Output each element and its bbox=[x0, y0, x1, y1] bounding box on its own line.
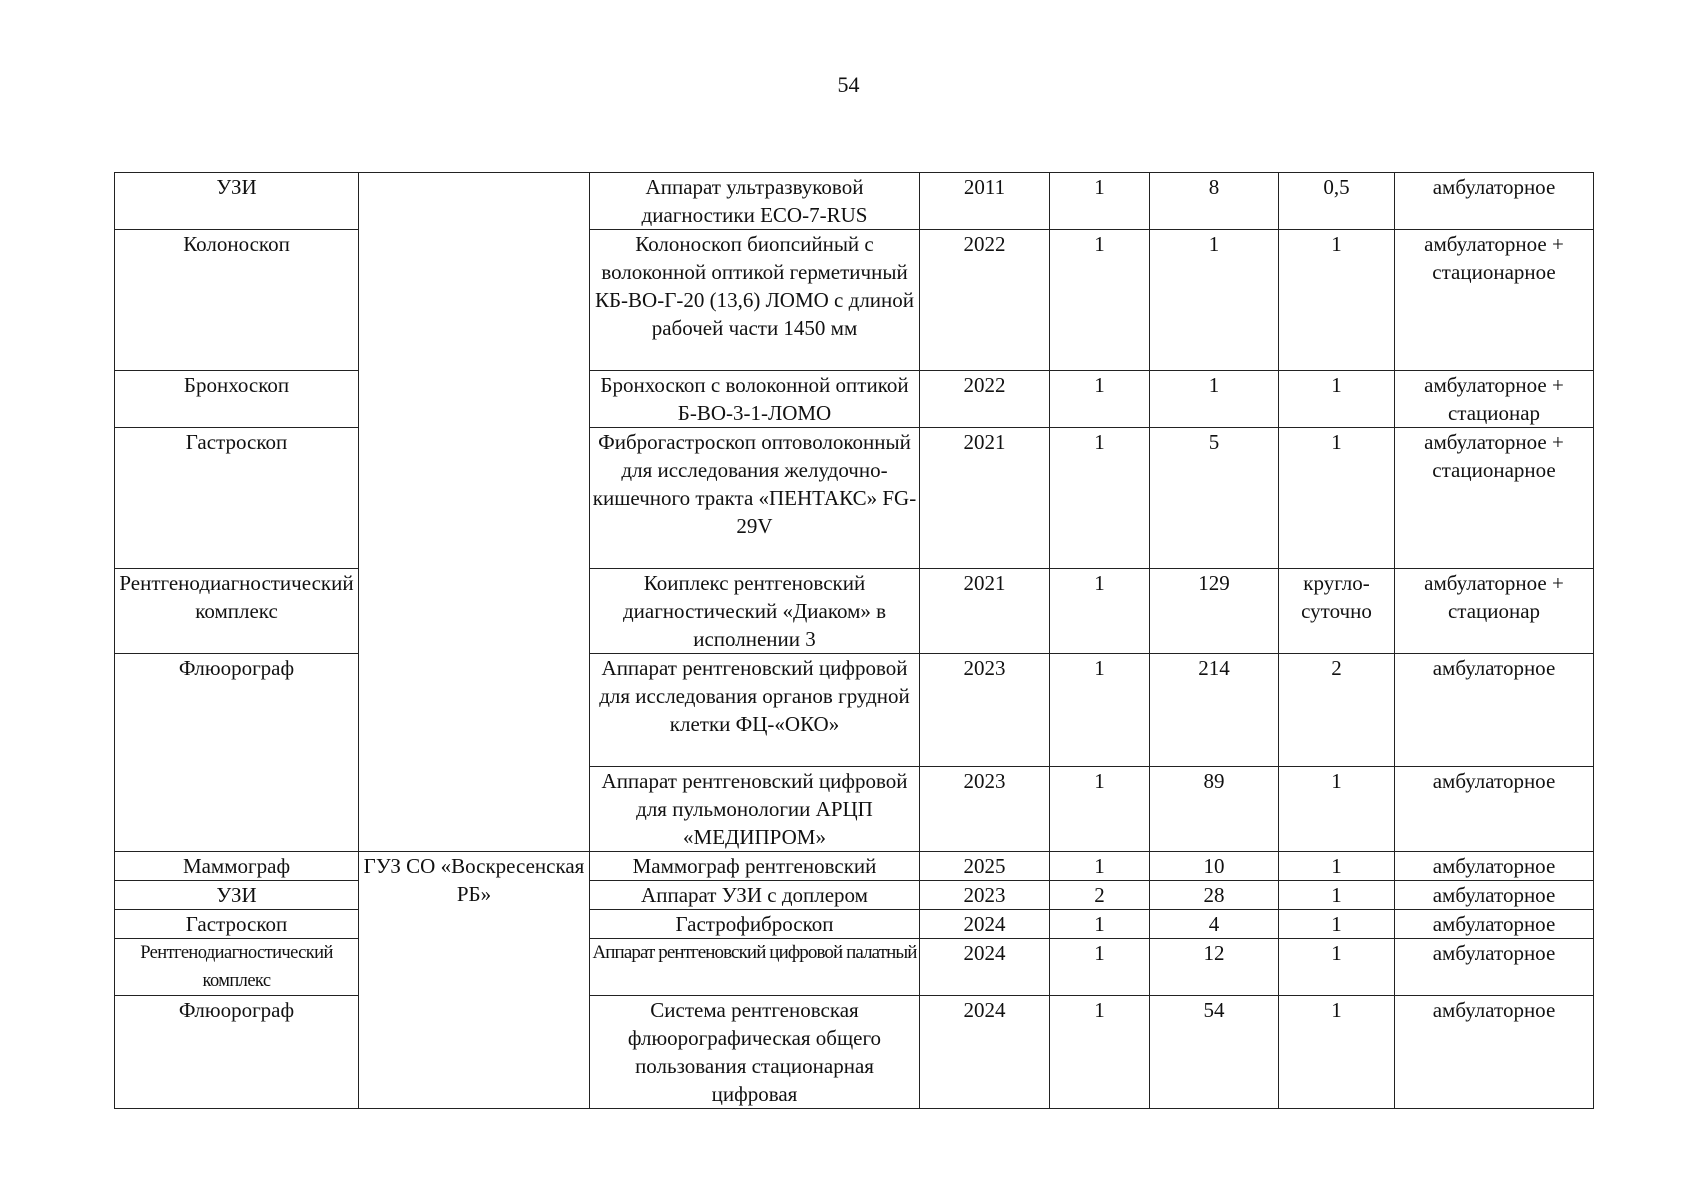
table-row bbox=[115, 881, 1594, 910]
year-cell: 2021 bbox=[920, 428, 1050, 569]
load-cell: 1 bbox=[1150, 230, 1279, 371]
equipment-model-cell: Колоноскоп биопсийный с волоконной оптикой герметичный КБ-ВО-Г-20 (13,6) ЛОМО с длиной рабочей части 1450 мм bbox=[590, 230, 920, 371]
mode-cell: амбулаторное bbox=[1395, 881, 1594, 910]
organization-cell: ГУЗ СО «Воскресенская РБ» bbox=[359, 852, 590, 1109]
year-cell: 2011 bbox=[920, 173, 1050, 230]
load-cell: 10 bbox=[1150, 852, 1279, 881]
load-cell: 89 bbox=[1150, 767, 1279, 852]
load-cell: 1 bbox=[1150, 371, 1279, 428]
mode-cell: амбулаторное bbox=[1395, 654, 1594, 767]
year-cell: 2023 bbox=[920, 767, 1050, 852]
mode-cell: амбулаторное bbox=[1395, 939, 1594, 996]
load-cell: 4 bbox=[1150, 910, 1279, 939]
count-cell: 1 bbox=[1050, 852, 1150, 881]
shift-cell: 1 bbox=[1279, 852, 1395, 881]
shift-cell: 1 bbox=[1279, 428, 1395, 569]
equipment-model-cell: Аппарат рентгеновский цифровой для пульмонологии АРЦП «МЕДИПРОМ» bbox=[590, 767, 920, 852]
mode-cell: амбулаторное bbox=[1395, 173, 1594, 230]
shift-cell: 1 bbox=[1279, 881, 1395, 910]
shift-cell: 1 bbox=[1279, 767, 1395, 852]
table-row bbox=[115, 230, 1594, 371]
equipment-type-cell: Бронхоскоп bbox=[115, 371, 359, 428]
count-cell: 1 bbox=[1050, 910, 1150, 939]
count-cell: 1 bbox=[1050, 654, 1150, 767]
mode-cell: амбулаторное + стационар bbox=[1395, 371, 1594, 428]
equipment-type-cell: Рентгенодиагностический комплекс bbox=[115, 569, 359, 654]
table-row bbox=[115, 371, 1594, 428]
year-cell: 2021 bbox=[920, 569, 1050, 654]
equipment-model-cell: Аппарат УЗИ с доплером bbox=[590, 881, 920, 910]
count-cell: 1 bbox=[1050, 996, 1150, 1109]
shift-cell: 0,5 bbox=[1279, 173, 1395, 230]
mode-cell: амбулаторное bbox=[1395, 767, 1594, 852]
year-cell: 2022 bbox=[920, 230, 1050, 371]
load-cell: 8 bbox=[1150, 173, 1279, 230]
equipment-model-cell: Система рентгеновская флюорографическая общего пользования стационарная цифровая bbox=[590, 996, 920, 1109]
page-number: 54 bbox=[837, 72, 860, 97]
table-row bbox=[115, 996, 1594, 1109]
equipment-model-cell: Аппарат рентгеновский цифровой для исследования органов грудной клетки ФЦ-«ОКО» bbox=[590, 654, 920, 767]
equipment-model-cell: Гастрофиброскоп bbox=[590, 910, 920, 939]
count-cell: 1 bbox=[1050, 428, 1150, 569]
mode-cell: амбулаторное + стационарное bbox=[1395, 230, 1594, 371]
year-cell: 2023 bbox=[920, 881, 1050, 910]
shift-cell: 2 bbox=[1279, 654, 1395, 767]
shift-cell: 1 bbox=[1279, 910, 1395, 939]
equipment-model-cell: Аппарат рентгеновский цифровой палатный bbox=[590, 939, 920, 996]
equipment-model-cell: Коиплекс рентгеновский диагностический «Диаком» в исполнении 3 bbox=[590, 569, 920, 654]
count-cell: 1 bbox=[1050, 173, 1150, 230]
year-cell: 2023 bbox=[920, 654, 1050, 767]
equipment-type-cell: Маммограф bbox=[115, 852, 359, 881]
mode-cell: амбулаторное + стационарное bbox=[1395, 428, 1594, 569]
equipment-model-cell: Фиброгастроскоп оптоволоконный для исследования желудочно-кишечного тракта «ПЕНТАКС» FG-29V bbox=[590, 428, 920, 569]
count-cell: 1 bbox=[1050, 371, 1150, 428]
shift-cell: 1 bbox=[1279, 230, 1395, 371]
count-cell: 1 bbox=[1050, 230, 1150, 371]
load-cell: 5 bbox=[1150, 428, 1279, 569]
equipment-type-cell: Гастроскоп bbox=[115, 910, 359, 939]
table-row bbox=[115, 910, 1594, 939]
mode-cell: амбулаторное bbox=[1395, 852, 1594, 881]
equipment-type-cell: УЗИ bbox=[115, 173, 359, 230]
year-cell: 2025 bbox=[920, 852, 1050, 881]
table-row bbox=[115, 173, 1594, 230]
table-row bbox=[115, 569, 1594, 654]
load-cell: 28 bbox=[1150, 881, 1279, 910]
equipment-type-cell: Флюорограф bbox=[115, 996, 359, 1109]
mode-cell: амбулаторное + стационар bbox=[1395, 569, 1594, 654]
equipment-model-cell: Аппарат ультразвуковой диагностики ECO-7-RUS bbox=[590, 173, 920, 230]
equipment-type-cell: Флюорограф bbox=[115, 654, 359, 852]
shift-cell: 1 bbox=[1279, 939, 1395, 996]
mode-cell: амбулаторное bbox=[1395, 996, 1594, 1109]
organization-cell bbox=[359, 173, 590, 852]
equipment-type-cell: Рентгенодиагностический комплекс bbox=[115, 939, 359, 996]
count-cell: 1 bbox=[1050, 939, 1150, 996]
year-cell: 2022 bbox=[920, 371, 1050, 428]
count-cell: 1 bbox=[1050, 767, 1150, 852]
load-cell: 129 bbox=[1150, 569, 1279, 654]
table-row bbox=[115, 428, 1594, 569]
count-cell: 2 bbox=[1050, 881, 1150, 910]
table-row bbox=[115, 939, 1594, 996]
mode-cell: амбулаторное bbox=[1395, 910, 1594, 939]
equipment-model-cell: Бронхоскоп с волоконной оптикой Б-ВО-3-1-ЛОМО bbox=[590, 371, 920, 428]
count-cell: 1 bbox=[1050, 569, 1150, 654]
equipment-type-cell: УЗИ bbox=[115, 881, 359, 910]
equipment-type-cell: Гастроскоп bbox=[115, 428, 359, 569]
equipment-type-cell: Колоноскоп bbox=[115, 230, 359, 371]
table-row bbox=[115, 852, 1594, 881]
equipment-table bbox=[114, 172, 1594, 1109]
shift-cell: 1 bbox=[1279, 996, 1395, 1109]
load-cell: 12 bbox=[1150, 939, 1279, 996]
year-cell: 2024 bbox=[920, 996, 1050, 1109]
load-cell: 54 bbox=[1150, 996, 1279, 1109]
year-cell: 2024 bbox=[920, 939, 1050, 996]
table-row bbox=[115, 654, 1594, 767]
shift-cell: кругло-суточно bbox=[1279, 569, 1395, 654]
shift-cell: 1 bbox=[1279, 371, 1395, 428]
load-cell: 214 bbox=[1150, 654, 1279, 767]
year-cell: 2024 bbox=[920, 910, 1050, 939]
equipment-model-cell: Маммограф рентгеновский bbox=[590, 852, 920, 881]
